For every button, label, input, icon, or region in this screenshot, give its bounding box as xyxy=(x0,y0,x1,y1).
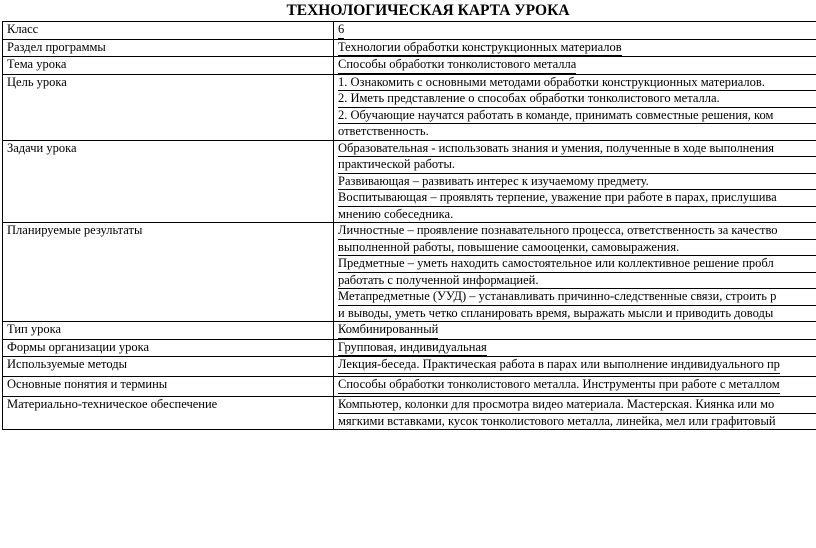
content-line: ответственность. xyxy=(338,124,429,138)
row-label: Формы организации урока xyxy=(3,339,334,357)
table-row xyxy=(3,223,816,322)
row-content: 6 xyxy=(334,22,816,40)
row-label: Основные понятия и термины xyxy=(3,377,334,397)
content-line: Компьютер, колонки для просмотра видео материала. Мастерская. Киянка или мо xyxy=(338,397,816,414)
row-label: Тема урока xyxy=(3,57,334,75)
table-row xyxy=(3,140,816,223)
table-row xyxy=(3,39,816,57)
row-content xyxy=(334,74,816,140)
row-content: Способы обработки тонколистового металла xyxy=(334,57,816,75)
content-line: Метапредметные (УУД) – устанавливать причинно-следственные связи, строить р xyxy=(338,289,816,306)
table-row xyxy=(3,322,816,340)
row-content: Групповая, индивидуальная xyxy=(334,339,816,357)
row-label: Тип урока xyxy=(3,322,334,340)
document-title: ТЕХНОЛОГИЧЕСКАЯ КАРТА УРОКА xyxy=(286,2,570,19)
table-row xyxy=(3,339,816,357)
table-row xyxy=(3,377,816,397)
content-line: 1. Ознакомить с основными методами обработки конструкционных материалов. xyxy=(338,75,816,92)
row-content: Технологии обработки конструкционных материалов xyxy=(334,39,816,57)
content-line: мягкими вставками, кусок тонколистового металла, линейка, мел или графитовый xyxy=(338,413,776,428)
row-content: Лекция-беседа. Практическая работа в парах или выполнение индивидуального пр xyxy=(334,357,816,377)
content-line: Предметные – уметь находить самостоятельное или коллективное решение пробл xyxy=(338,256,816,273)
row-label: Цель урока xyxy=(3,74,334,140)
row-content: Способы обработки тонколистового металла. Инструменты при работе с металлом xyxy=(334,377,816,397)
content-line: 2. Обучающие научатся работать в команде, принимать совместные решения, ком xyxy=(338,108,816,125)
row-content xyxy=(334,140,816,223)
content-line: 2. Иметь представление о способах обработки тонколистового металла. xyxy=(338,91,816,108)
content-line: работать с полученной информацией. xyxy=(338,273,816,290)
content-line: Развивающая – развивать интерес к изучаемому предмету. xyxy=(338,174,816,191)
row-label: Материально-техническое обеспечение xyxy=(3,397,334,430)
content-line: Личностные – проявление познавательного процесса, ответственность за качество xyxy=(338,223,816,240)
lesson-plan-table xyxy=(2,21,816,430)
row-label: Используемые методы xyxy=(3,357,334,377)
row-label: Задачи урока xyxy=(3,140,334,223)
row-label: Планируемые результаты xyxy=(3,223,334,322)
table-row xyxy=(3,57,816,75)
row-content: Комбинированный xyxy=(334,322,816,340)
content-line: Образовательная - использовать знания и умения, полученные в ходе выполнения xyxy=(338,141,816,158)
row-content xyxy=(334,397,816,430)
table-row xyxy=(3,74,816,140)
table-row xyxy=(3,397,816,430)
content-line: выполненной работы, повышение самооценки, самовыражения. xyxy=(338,240,816,257)
table-row xyxy=(3,22,816,40)
row-label: Раздел программы xyxy=(3,39,334,57)
table-row xyxy=(3,357,816,377)
content-line: Воспитывающая – проявлять терпение, уважение при работе в парах, прислушива xyxy=(338,190,816,207)
content-line: практической работы. xyxy=(338,157,816,174)
content-line: и выводы, уметь четко спланировать время, выражать мысли и приводить доводы xyxy=(338,305,774,320)
row-content xyxy=(334,223,816,322)
content-line: мнению собеседника. xyxy=(338,206,454,221)
row-label: Класс xyxy=(3,22,334,40)
